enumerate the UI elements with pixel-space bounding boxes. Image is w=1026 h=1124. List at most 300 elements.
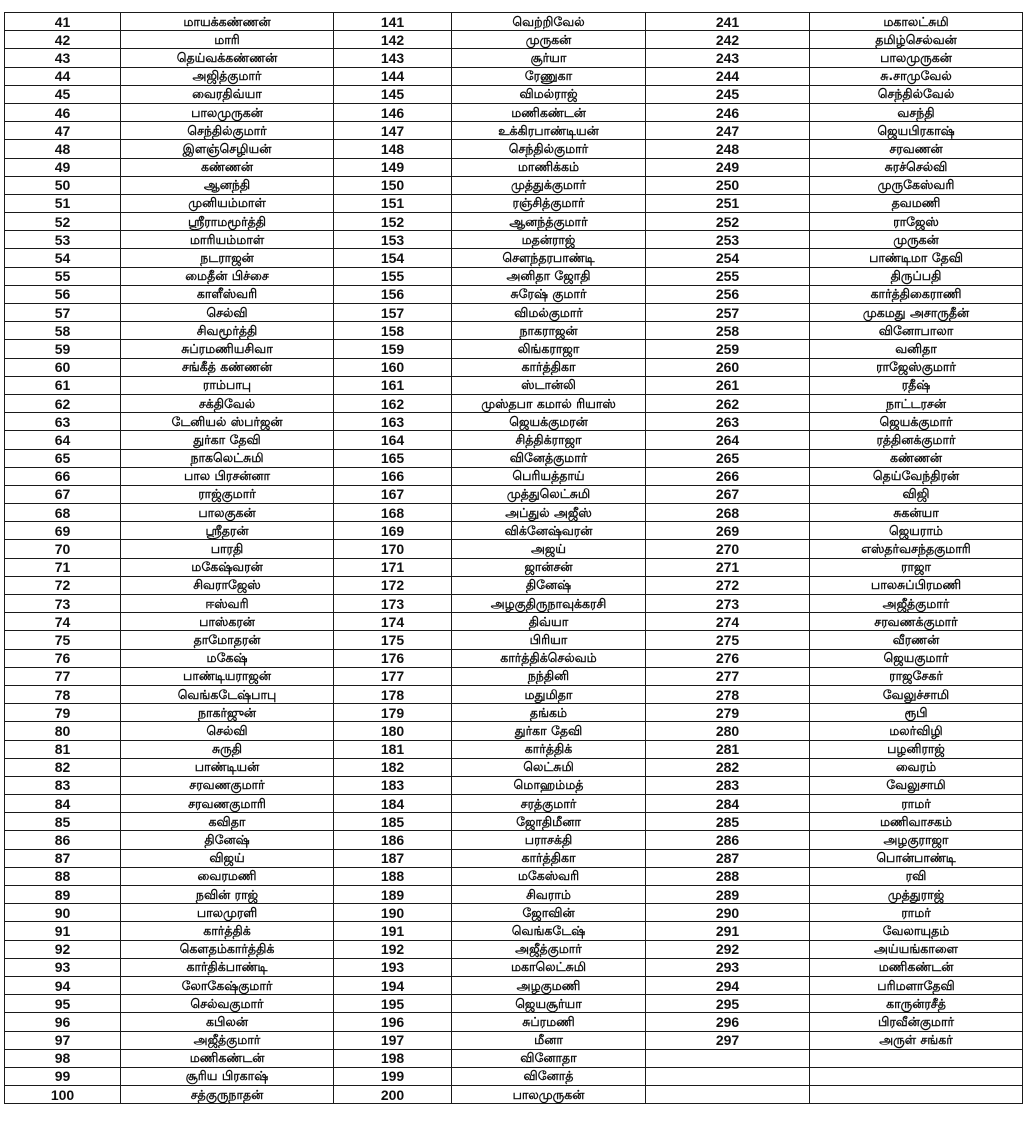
name-cell: செந்தில்குமார் <box>121 122 334 140</box>
serial-number-cell: 150 <box>334 176 452 194</box>
serial-number-cell: 263 <box>646 413 810 431</box>
serial-number-cell: 72 <box>5 576 121 594</box>
name-cell: அஜித்குமார் <box>121 67 334 85</box>
serial-number-cell: 97 <box>5 1031 121 1049</box>
name-cell: சுரேஷ் குமார் <box>452 285 646 303</box>
serial-number-cell: 51 <box>5 194 121 212</box>
serial-number-cell: 96 <box>5 1013 121 1031</box>
serial-number-cell: 141 <box>334 13 452 31</box>
name-cell: பாண்டியன் <box>121 758 334 776</box>
name-cell: சரத்குமார் <box>452 795 646 813</box>
name-cell: சங்கீத் கண்ணன் <box>121 358 334 376</box>
table-row <box>5 176 1023 194</box>
serial-number-cell: 159 <box>334 340 452 358</box>
serial-number-cell: 60 <box>5 358 121 376</box>
name-cell: ரேணுகா <box>452 67 646 85</box>
name-cell: பாலமுரளி <box>121 904 334 922</box>
name-cell: லோகேஷ்குமார் <box>121 976 334 994</box>
serial-number-cell: 200 <box>334 1086 452 1104</box>
serial-number-cell: 244 <box>646 67 810 85</box>
serial-number-cell: 262 <box>646 394 810 412</box>
serial-number-cell: 285 <box>646 813 810 831</box>
name-cell: தாமோதரன் <box>121 631 334 649</box>
name-cell: லிங்கராஜா <box>452 340 646 358</box>
name-cell: அழகுதிருநாவுக்கரசி <box>452 595 646 613</box>
name-cell: பராசக்தி <box>452 831 646 849</box>
table-row <box>5 85 1023 103</box>
serial-number-cell: 85 <box>5 813 121 831</box>
name-cell: ஜோவின் <box>452 904 646 922</box>
table-row <box>5 522 1023 540</box>
serial-number-cell: 246 <box>646 103 810 121</box>
name-cell: மகாலெட்சுமி <box>452 958 646 976</box>
serial-number-cell: 169 <box>334 522 452 540</box>
table-row <box>5 995 1023 1013</box>
serial-number-cell: 174 <box>334 613 452 631</box>
name-cell: பாரதி <box>121 540 334 558</box>
name-cell: மைதீன் பிச்சை <box>121 267 334 285</box>
name-cell: மணிகண்டன் <box>452 103 646 121</box>
serial-number-cell: 183 <box>334 776 452 794</box>
table-row <box>5 49 1023 67</box>
name-cell: சுகன்யா <box>810 504 1023 522</box>
name-cell: மகேஷ் <box>121 649 334 667</box>
table-row <box>5 813 1023 831</box>
name-cell: சுருதி <box>121 740 334 758</box>
serial-number-cell: 62 <box>5 394 121 412</box>
name-cell: மகாலட்சுமி <box>810 13 1023 31</box>
serial-number-cell: 94 <box>5 976 121 994</box>
table-row <box>5 576 1023 594</box>
table-row <box>5 449 1023 467</box>
name-cell: மாரி <box>121 31 334 49</box>
serial-number-cell: 69 <box>5 522 121 540</box>
name-cell: விஜி <box>810 485 1023 503</box>
table-row <box>5 122 1023 140</box>
serial-number-cell: 296 <box>646 1013 810 1031</box>
name-cell: வெற்றிவேல் <box>452 13 646 31</box>
name-cell: துர்கா தேவி <box>452 722 646 740</box>
name-cell: வீரணன் <box>810 631 1023 649</box>
name-cell: தெய்வக்கண்ணன் <box>121 49 334 67</box>
name-cell: ஜெயராம் <box>810 522 1023 540</box>
name-cell: கார்த்திகா <box>452 849 646 867</box>
name-cell: ஸ்ரீதரன் <box>121 522 334 540</box>
serial-number-cell: 143 <box>334 49 452 67</box>
serial-number-cell: 156 <box>334 285 452 303</box>
name-cell: எஸ்தர்வசந்தகுமாரி <box>810 540 1023 558</box>
name-cell: கௌதம்கார்த்திக் <box>121 940 334 958</box>
name-cell: பாலசுப்பிரமணி <box>810 576 1023 594</box>
table-row <box>5 467 1023 485</box>
serial-number-cell: 187 <box>334 849 452 867</box>
serial-number-cell: 242 <box>646 31 810 49</box>
name-cell: வினோபாலா <box>810 322 1023 340</box>
name-cell: ராஜேஸ்குமார் <box>810 358 1023 376</box>
name-cell: அப்துல் அஜீஸ் <box>452 504 646 522</box>
serial-number-cell: 167 <box>334 485 452 503</box>
serial-number-cell: 273 <box>646 595 810 613</box>
table-row <box>5 904 1023 922</box>
serial-number-cell: 253 <box>646 231 810 249</box>
name-cell: செந்தில்குமார் <box>452 140 646 158</box>
name-cell: பிரவீன்குமார் <box>810 1013 1023 1031</box>
name-cell: அழகுராஜா <box>810 831 1023 849</box>
name-cell: ஈஸ்வரி <box>121 595 334 613</box>
serial-number-cell: 294 <box>646 976 810 994</box>
serial-number-cell: 168 <box>334 504 452 522</box>
name-cell: வசந்தி <box>810 103 1023 121</box>
name-cell: மாணிக்கம் <box>452 158 646 176</box>
serial-number-cell: 290 <box>646 904 810 922</box>
table-row <box>5 1049 1023 1067</box>
name-cell: தமிழ்செல்வன் <box>810 31 1023 49</box>
serial-number-cell: 280 <box>646 722 810 740</box>
table-row <box>5 540 1023 558</box>
name-cell: நவின் ராஜ் <box>121 886 334 904</box>
name-cell: அஜீத்குமார் <box>452 940 646 958</box>
table-row <box>5 631 1023 649</box>
table-row <box>5 13 1023 31</box>
serial-number-cell: 198 <box>334 1049 452 1067</box>
name-cell: சூர்யா <box>452 49 646 67</box>
name-cell: செந்தில்வேல் <box>810 85 1023 103</box>
serial-number-cell: 89 <box>5 886 121 904</box>
name-cell: சரவணகுமாரி <box>121 795 334 813</box>
name-cell: சிவராஜேஸ் <box>121 576 334 594</box>
name-cell: முனியம்மாள் <box>121 194 334 212</box>
table-row <box>5 649 1023 667</box>
serial-number-cell <box>646 1049 810 1067</box>
serial-number-cell: 176 <box>334 649 452 667</box>
name-cell: வினோத் <box>452 1067 646 1085</box>
serial-number-cell: 279 <box>646 704 810 722</box>
name-cell: கார்த்திக் <box>452 740 646 758</box>
serial-number-cell: 287 <box>646 849 810 867</box>
table-row <box>5 685 1023 703</box>
serial-number-cell: 55 <box>5 267 121 285</box>
serial-number-cell: 272 <box>646 576 810 594</box>
name-cell: பாலமுருகன் <box>452 1086 646 1104</box>
name-cell: அஜய் <box>452 540 646 558</box>
serial-number-cell: 281 <box>646 740 810 758</box>
name-cell: வேலாயுதம் <box>810 922 1023 940</box>
name-cell: சுப்ரமணி <box>452 1013 646 1031</box>
name-cell: காருன்ரசீத் <box>810 995 1023 1013</box>
serial-number-cell: 152 <box>334 213 452 231</box>
name-cell: வினோதா <box>452 1049 646 1067</box>
name-cell: காளீஸ்வரி <box>121 285 334 303</box>
table-row <box>5 704 1023 722</box>
serial-number-cell: 57 <box>5 304 121 322</box>
name-cell: லெட்சுமி <box>452 758 646 776</box>
name-cell: சூரிய பிரகாஷ் <box>121 1067 334 1085</box>
name-cell: சக்திவேல் <box>121 394 334 412</box>
serial-number-cell: 182 <box>334 758 452 776</box>
table-row <box>5 867 1023 885</box>
name-cell: பாலகுகன் <box>121 504 334 522</box>
serial-number-cell: 256 <box>646 285 810 303</box>
serial-number-cell: 73 <box>5 595 121 613</box>
name-cell: வினேத்குமார் <box>452 449 646 467</box>
serial-number-cell: 158 <box>334 322 452 340</box>
serial-number-cell: 42 <box>5 31 121 49</box>
serial-number-cell: 265 <box>646 449 810 467</box>
table-row <box>5 485 1023 503</box>
name-cell: முருகன் <box>810 231 1023 249</box>
name-cell: வெங்கடேஷ்பாபு <box>121 685 334 703</box>
table-row <box>5 394 1023 412</box>
name-cell: வனிதா <box>810 340 1023 358</box>
serial-number-cell: 251 <box>646 194 810 212</box>
name-cell: அருள் சங்கர் <box>810 1031 1023 1049</box>
name-cell: தெய்வேந்திரன் <box>810 467 1023 485</box>
serial-number-cell: 49 <box>5 158 121 176</box>
serial-number-cell: 53 <box>5 231 121 249</box>
name-cell: பாலமுருகன் <box>121 103 334 121</box>
serial-number-cell: 59 <box>5 340 121 358</box>
name-cell: ராமர் <box>810 795 1023 813</box>
serial-number-cell: 79 <box>5 704 121 722</box>
name-cell: இளஞ்செழியன் <box>121 140 334 158</box>
serial-number-cell: 194 <box>334 976 452 994</box>
name-cell: கண்ணன் <box>810 449 1023 467</box>
serial-number-cell: 177 <box>334 667 452 685</box>
serial-number-cell: 56 <box>5 285 121 303</box>
serial-number-cell: 292 <box>646 940 810 958</box>
name-cell: விமல்ராஜ் <box>452 85 646 103</box>
serial-number-cell <box>646 1086 810 1104</box>
name-cell <box>810 1086 1023 1104</box>
serial-number-cell: 259 <box>646 340 810 358</box>
serial-number-cell: 288 <box>646 867 810 885</box>
name-cell: நாட்டரசன் <box>810 394 1023 412</box>
table-row <box>5 358 1023 376</box>
name-cell: ரதீஷ் <box>810 376 1023 394</box>
name-cell: கார்த்திக் <box>121 922 334 940</box>
name-cell: சரவணக்குமார் <box>810 613 1023 631</box>
serial-number-cell: 52 <box>5 213 121 231</box>
name-cell: வேலுச்சாமி <box>810 685 1023 703</box>
serial-number-cell: 178 <box>334 685 452 703</box>
name-cell: மகேஸ்வரி <box>452 867 646 885</box>
table-row <box>5 922 1023 940</box>
name-cell: சிவராம் <box>452 886 646 904</box>
serial-number-cell: 184 <box>334 795 452 813</box>
name-cell: அஜீத்குமார் <box>121 1031 334 1049</box>
name-cell: சரவணகுமார் <box>121 776 334 794</box>
name-cell: ஜெயசூர்யா <box>452 995 646 1013</box>
serial-number-cell: 276 <box>646 649 810 667</box>
name-cell: பால பிரசன்னா <box>121 467 334 485</box>
serial-number-cell: 163 <box>334 413 452 431</box>
name-cell: டேனியல் ஸ்பர்ஜன் <box>121 413 334 431</box>
serial-number-cell: 83 <box>5 776 121 794</box>
names-table <box>4 12 1023 1104</box>
table-row <box>5 595 1023 613</box>
name-cell: ஜெயகுமார் <box>810 649 1023 667</box>
name-cell: வைரம் <box>810 758 1023 776</box>
name-cell: பெரியத்தாய் <box>452 467 646 485</box>
name-cell: ஆனந்த்குமார் <box>452 213 646 231</box>
name-cell: நாகராஜன் <box>452 322 646 340</box>
name-cell: செல்வி <box>121 304 334 322</box>
name-cell: சித்திக்ராஜா <box>452 431 646 449</box>
serial-number-cell: 260 <box>646 358 810 376</box>
name-cell: பாஸ்கரன் <box>121 613 334 631</box>
table-row <box>5 831 1023 849</box>
name-cell: நாகர்ஜுன் <box>121 704 334 722</box>
name-cell: மணிகண்டன் <box>121 1049 334 1067</box>
table-row <box>5 267 1023 285</box>
serial-number-cell: 151 <box>334 194 452 212</box>
name-cell: சு.சாமுவேல் <box>810 67 1023 85</box>
serial-number-cell: 190 <box>334 904 452 922</box>
name-cell: திருப்பதி <box>810 267 1023 285</box>
name-cell: கார்த்திகைராணி <box>810 285 1023 303</box>
name-cell: முத்துக்குமார் <box>452 176 646 194</box>
name-cell: ஜெயக்குமரன் <box>452 413 646 431</box>
serial-number-cell: 282 <box>646 758 810 776</box>
name-cell: ஜெயக்குமார் <box>810 413 1023 431</box>
serial-number-cell: 197 <box>334 1031 452 1049</box>
serial-number-cell: 248 <box>646 140 810 158</box>
name-cell: கண்ணன் <box>121 158 334 176</box>
serial-number-cell: 45 <box>5 85 121 103</box>
serial-number-cell: 76 <box>5 649 121 667</box>
name-cell: மலர்விழி <box>810 722 1023 740</box>
serial-number-cell: 173 <box>334 595 452 613</box>
table-row <box>5 249 1023 267</box>
name-cell: ராம்பாபு <box>121 376 334 394</box>
table-row <box>5 958 1023 976</box>
name-cell: பாண்டிமா தேவி <box>810 249 1023 267</box>
serial-number-cell: 75 <box>5 631 121 649</box>
serial-number-cell: 144 <box>334 67 452 85</box>
name-cell: கார்த்திகா <box>452 358 646 376</box>
table-row <box>5 886 1023 904</box>
serial-number-cell: 147 <box>334 122 452 140</box>
serial-number-cell: 249 <box>646 158 810 176</box>
name-cell: செல்வி <box>121 722 334 740</box>
serial-number-cell: 41 <box>5 13 121 31</box>
serial-number-cell: 195 <box>334 995 452 1013</box>
name-cell: வெங்கடேஷ் <box>452 922 646 940</box>
serial-number-cell: 274 <box>646 613 810 631</box>
serial-number-cell: 295 <box>646 995 810 1013</box>
serial-number-cell: 64 <box>5 431 121 449</box>
serial-number-cell: 63 <box>5 413 121 431</box>
table-row <box>5 140 1023 158</box>
name-cell: விக்னேஷ்வரன் <box>452 522 646 540</box>
names-table-body <box>5 13 1023 1104</box>
serial-number-cell: 58 <box>5 322 121 340</box>
name-cell: ஸ்ரீராமமூர்த்தி <box>121 213 334 231</box>
serial-number-cell: 286 <box>646 831 810 849</box>
name-cell: ராஜசேகர் <box>810 667 1023 685</box>
serial-number-cell: 250 <box>646 176 810 194</box>
name-cell: ரத்தினக்குமார் <box>810 431 1023 449</box>
name-cell: முத்துராஜ் <box>810 886 1023 904</box>
serial-number-cell: 93 <box>5 958 121 976</box>
name-cell: முத்துலெட்சுமி <box>452 485 646 503</box>
serial-number-cell: 241 <box>646 13 810 31</box>
serial-number-cell: 44 <box>5 67 121 85</box>
serial-number-cell: 149 <box>334 158 452 176</box>
serial-number-cell: 84 <box>5 795 121 813</box>
table-row <box>5 67 1023 85</box>
name-cell <box>810 1067 1023 1085</box>
serial-number-cell: 196 <box>334 1013 452 1031</box>
serial-number-cell: 181 <box>334 740 452 758</box>
table-row <box>5 103 1023 121</box>
serial-number-cell: 277 <box>646 667 810 685</box>
table-row <box>5 322 1023 340</box>
name-cell: திவ்யா <box>452 613 646 631</box>
serial-number-cell: 191 <box>334 922 452 940</box>
serial-number-cell: 77 <box>5 667 121 685</box>
name-cell: மகேஷ்வரன் <box>121 558 334 576</box>
name-cell: மணிகண்டன் <box>810 958 1023 976</box>
serial-number-cell: 271 <box>646 558 810 576</box>
table-row <box>5 340 1023 358</box>
serial-number-cell: 100 <box>5 1086 121 1104</box>
serial-number-cell: 95 <box>5 995 121 1013</box>
table-row <box>5 1031 1023 1049</box>
name-cell: ரவி <box>810 867 1023 885</box>
serial-number-cell: 264 <box>646 431 810 449</box>
serial-number-cell: 172 <box>334 576 452 594</box>
serial-number-cell: 66 <box>5 467 121 485</box>
name-cell: பரிமளாதேவி <box>810 976 1023 994</box>
serial-number-cell: 275 <box>646 631 810 649</box>
serial-number-cell: 180 <box>334 722 452 740</box>
name-cell: மதன்ராஜ் <box>452 231 646 249</box>
name-cell: நடராஜன் <box>121 249 334 267</box>
serial-number-cell: 165 <box>334 449 452 467</box>
name-cell: தவமணி <box>810 194 1023 212</box>
serial-number-cell <box>646 1067 810 1085</box>
table-row <box>5 285 1023 303</box>
serial-number-cell: 293 <box>646 958 810 976</box>
serial-number-cell: 278 <box>646 685 810 703</box>
name-cell: சுரச்செல்வி <box>810 158 1023 176</box>
name-cell: தினேஷ் <box>121 831 334 849</box>
serial-number-cell: 78 <box>5 685 121 703</box>
serial-number-cell: 289 <box>646 886 810 904</box>
serial-number-cell: 166 <box>334 467 452 485</box>
name-cell: ஆனந்தி <box>121 176 334 194</box>
table-row <box>5 849 1023 867</box>
table-row <box>5 376 1023 394</box>
table-row <box>5 795 1023 813</box>
serial-number-cell: 98 <box>5 1049 121 1067</box>
table-row <box>5 213 1023 231</box>
name-cell: ரூபி <box>810 704 1023 722</box>
table-row <box>5 231 1023 249</box>
serial-number-cell: 171 <box>334 558 452 576</box>
name-cell: முருகேஸ்வரி <box>810 176 1023 194</box>
serial-number-cell: 284 <box>646 795 810 813</box>
table-row <box>5 31 1023 49</box>
serial-number-cell: 48 <box>5 140 121 158</box>
name-cell: வைரதிவ்யா <box>121 85 334 103</box>
serial-number-cell: 255 <box>646 267 810 285</box>
name-cell: நாகலெட்சுமி <box>121 449 334 467</box>
serial-number-cell: 82 <box>5 758 121 776</box>
name-cell: பாண்டியராஜன் <box>121 667 334 685</box>
serial-number-cell: 90 <box>5 904 121 922</box>
